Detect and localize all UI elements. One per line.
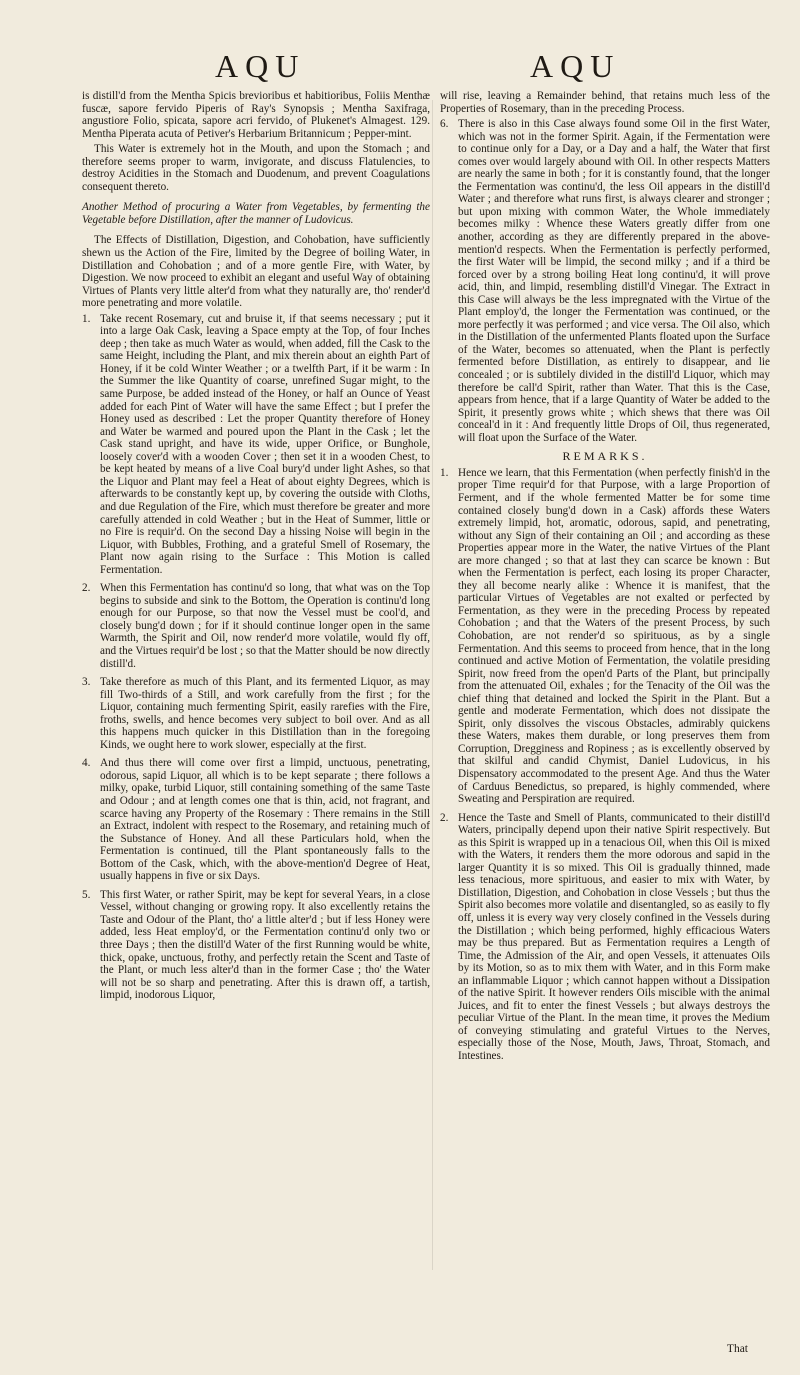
method-heading: Another Method of procuring a Water from Vegetables, by fermenting the Vegetable before Distillation, after the manner of Ludovicus. — [82, 201, 430, 226]
numbered-item — [82, 757, 430, 882]
item-text: This first Water, or rather Spirit, may be kept for several Years, in a close Vessel, without changing or growing ropy. It also excellently retains the Taste and Odour of the Plant, tho' a little alter'd ; but if less Honey were added, less Heat employ'd, or the Fermentation continu'd only two or three Days ; then the distill'd Water of the first Running would be white, thick, opake, unctuous, frothy, and perfectly retain the Scent and Taste of the Plant, or much less alter'd than in the former Case ; tho' the Water will not be so sharp and penetrating. After this is drawn off, a tartish, limpid, inodorous Liquor, — [100, 888, 430, 1002]
numbered-item — [82, 676, 430, 751]
running-header — [0, 48, 800, 92]
item-number: 1. — [440, 466, 449, 479]
item-text: There is also in this Case always found some Oil in the first Water, which was not in the former Spirit. Again, if the Fermentation were to continue only for a Day, or a Day and a half, the Water that first comes over would largely abound with Oil. In other respects Matters are nearly the same in both ; for it is constantly found, that the longer the Fermentation was continu'd, the less Oil appears in the distill'd Water ; and therefore what runs first, is always clearer and stronger ; but upon mixing with common Water, the Whole immediately becomes milky : Whence these Waters greatly differ from one another, according as they are differently prepared in the above-mention'd respects. When the Fermentation is perfectly performed, the first Water will be limpid, the second milky ; and if a third be forced over by a strong boiling Heat long continu'd, it will prove acid, thin, and limpid, resembling distill'd Vinegar. The Extract in this Case will always be the less impregnated with the Virtue of the Plant employ'd, the longer the Fermentation was continued, or the more perfectly it was performed ; and vice versa. The Oil also, which in the Distillation of the unfermented Plants floated upon the Surface of the Water, becomes so attenuated, when the Plant is perfectly fermented before Distillation, as entirely to disappear, and lie concealed ; or is subtilely divided in the distill'd Liquor, which may therefore be call'd Spirit, rather than Water. That this is the Case, appears from hence, that if a large Quantity of Water be added to the Spirit, it presently grows white ; which shews that there was Oil conceal'd in it : And frequently little Drops of Oil, thus regenerated, will float upon the Surface of the Water. — [458, 118, 770, 444]
item-text: Hence the Taste and Smell of Plants, communicated to their distill'd Waters, principally depend upon their native Spirit respectively. But as this Spirit is wrapped up in a tenacious Oil, when this Oil is mixed with the Waters, it renders them the more odorous and sapid in the larger Quantity it is so mixed. This Oil is gradually thinned, made less tenacious, more spirituous, and easier to mix with Water, by Distillation, Digestion, and Cohobation in close Vessels ; but thus the Spirit also becomes more volatile and disentangled, so as easily to fly off, unless it is every way very closely confined in the Vessels during the Distillation ; which being performed, highly efficacious Waters may be thus prepared. But as Fermentation requires a Length of Time, the Admission of the Air, and open Vessels, it attenuates Oils by its Motion, so as to mix them with Water, and in this Form make an inflammable Liquor ; which cannot happen without a Dissipation of the native Spirit. It however renders Oils miscible with the animal Juices, and fit to enter the finest Vessels ; but always destroys the peculiar Virtue of the Plant. In the mean time, it proves the Medium of conveying stimulating and grateful Virtues to the Nerves, especially those of the Nose, Mouth, Jaws, Throat, Stomach, and Intestines. — [458, 811, 770, 1063]
numbered-item — [440, 118, 770, 444]
item-text: And thus there will come over first a limpid, unctuous, penetrating, odorous, sapid Liquor, all which is to be kept separate ; there follows a milky, opake, turbid Liquor, still containing something of the same Taste and Odour ; and at length comes one that is thin, acid, not fragrant, and scarce having any Property of the Rosemary : There remains in the Still an Extract, indolent with respect to the Rosemary, and retaining much of the Substance of Honey. And all these Particulars hold, when the Fermentation is continued, till the Plant spontaneously falls to the Bottom of the Cask, which, with the above-mention'd Degree of Heat, usually happens in five or six Days. — [100, 757, 430, 883]
intro-paragraph: is distill'd from the Mentha Spicis brevioribus et habitioribus, Foliis Menthæ fuscæ, sapore fervido Piperis of Ray's Synopsis ; Mentha Saxifraga, angustiore Folio, spicata, sapore acri fervido, of Plukenet's Almagest. 129. Mentha Piperata acuta of Petiver's Herbarium Britannicum ; Pepper-mint. — [82, 90, 430, 140]
numbered-item — [82, 582, 430, 670]
item-number: 3. — [82, 676, 91, 689]
item-text: Take recent Rosemary, cut and bruise it, if that seems necessary ; put it into a large Oak Cask, leaving a Space empty at the Top, of four Inches deep ; then take as much Water as would, when added, fill the Cask to the same Height, including the Plant, and mix therein about an eighth Part of Honey, if it be cold Winter Weather ; or a twelfth Part, if it be warm : In the Summer the like Quantity of coarse, unrefined Sugar might, to the same Purpose, be added instead of the Honey, or half an Ounce of Yeast added for each Pint of Water will have the same Effect ; but I prefer the Honey used as described : Let the proper Quantity therefore of Honey and Water be warmed and poured upon the Plant in the Cask ; let the Cask stand upright, and have its wide, upper Orifice, or Bunghole, loosely cover'd with a wooden Cover ; then set it in a wooden Chest, to be kept heated by means of a live Coal bury'd under light Ashes, so that the Liquor and Plant may feel a Heat of about eighty Degrees, which is afterwards to be constantly kept up, by covering the outside with Cloths, and due Regulation of the Fire, which must therefore be greater and more carefully attended in cold Weather ; but in the Heat of Summer, little or no Fire is requir'd. On the second Day a hissing Noise will begin in the Liquor, with Bubbles, Frothing, and a grateful Smell of Rosemary, the Plant now again rising to the Surface : This Motion is called Fermentation. — [100, 312, 430, 576]
paragraph: The Effects of Distillation, Digestion, and Cohobation, have sufficiently shewn us the Action of the Fire, limited by the Degree of boiling Water, in Distillation and Cohobation ; and of a more gentle Fire, with Water, by Digestion. We now proceed to exhibit an elegant and useful Way of obtaining Virtues of Plants very little alter'd from what they naturally are, tho' render'd more penetrating and more volatile. — [82, 234, 430, 310]
right-column — [440, 90, 770, 1069]
item-text: When this Fermentation has continu'd so long, that what was on the Top begins to subside and sink to the Bottom, the Operation is continu'd long enough for our Purpose, so that now the Vessel must be cool'd, and closely bung'd down ; for if it should continue longer open in the same Warmth, the Spirit and Oil, now render'd more volatile, would fly off, and the Virtues requir'd be lost ; so that the Matter should be now directly distill'd. — [100, 582, 430, 670]
remark-item — [440, 812, 770, 1063]
item-number: 4. — [82, 757, 91, 770]
item-text: Take therefore as much of this Plant, and its fermented Liquor, as may fill Two-thirds of a Still, and work carefully from the first ; for the Liquor, containing much fermenting Spirit, easily rarefies with the Fire, froths, swells, and hence becomes very subject to boil over. And as all this happens much quicker in this Distillation than in the foregoing Kinds, we ought here to work slower, especially at the first. — [100, 676, 430, 751]
remark-item — [440, 467, 770, 806]
left-column — [82, 90, 430, 1008]
numbered-item — [82, 313, 430, 576]
item-text: Hence we learn, that this Fermentation (when perfectly finish'd in the proper Time requir'd for that Purpose, with a large Proportion of Ferment, and if the whole fermented Matter be for some time contained closely bung'd down in a Cask) affords these Waters extremely limpid, hot, aromatic, odorous, sapid, and penetrating, without any Sign of their containing an Oil ; and according as these Properties appear more in the Water, the native Virtues of the Plant are more changed ; so that at last they can scarce be known : But when the Fermentation is perfect, each losing its proper Character, they all become nearly alike : Whence it is manifest, that the particular Virtues of Vegetables are not exalted or perfected by Fermentation, as they were in the preceding Process by repeated Cohobation ; and that the Waters of the present Process, by such Cohobation, are not render'd so spirituous, as by a single Fermentation. And this seems to proceed from hence, that in the long continued and active Motion of Fermentation, the volatile presiding Spirit, now freed from the open'd Parts of the Plant, but principally from the attenuated Oil, exhales ; for the Tenacity of the Oil was the chief thing that detained and locked the Spirit in the Plant. But a gentle and moderate Fermentation, which does not dissipate the Spirit, only dissolves the viscous Obstacles, admirably quickens these Waters, makes them durable, or long preserves them from Corruption, Dregginess and Ropiness ; as is excellently observed by that skilful and candid Chymist, Daniel Ludovicus, in his Dispensatory accommodated to the present Age. And thus the Water of Carduus Benedictus, so prepared, is highly commended, where Sweating and Perspiration are required. — [458, 466, 770, 806]
header-left: AQU — [215, 48, 306, 84]
item-number: 2. — [82, 582, 91, 595]
continued-text: will rise, leaving a Remainder behind, that retains much less of the Properties of Rosemary, than in the preceding Process. — [440, 90, 770, 115]
column-divider — [432, 100, 433, 1270]
remarks-heading: REMARKS. — [562, 449, 648, 464]
paragraph: This Water is extremely hot in the Mouth, and upon the Stomach ; and therefore seems proper to warm, invigorate, and discuss Flatulencies, to destroy Acidities in the Stomach and Duodenum, and prevent Coagulations consequent thereto. — [82, 143, 430, 193]
catchword: That — [726, 1343, 748, 1355]
item-number: 2. — [440, 811, 449, 824]
header-right: AQU — [530, 48, 621, 84]
numbered-item — [82, 889, 430, 1002]
item-number: 6. — [440, 118, 449, 131]
item-number: 1. — [82, 312, 91, 325]
item-number: 5. — [82, 888, 91, 901]
